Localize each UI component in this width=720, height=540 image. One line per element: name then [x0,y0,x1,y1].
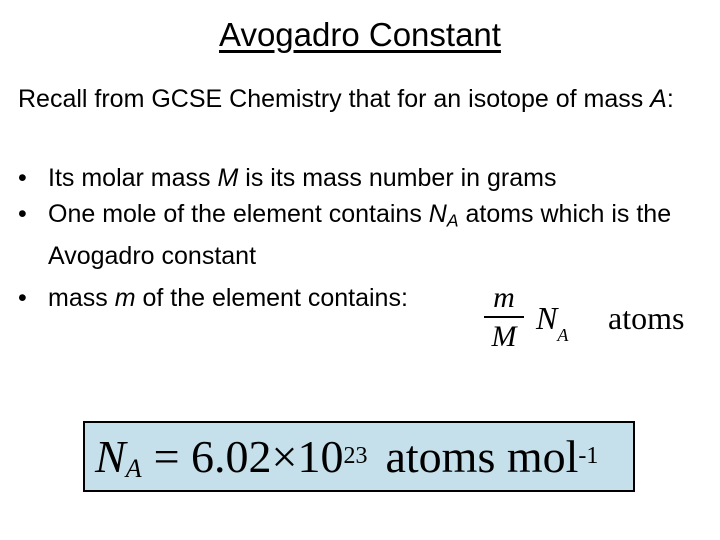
intro-body: Recall from GCSE Chemistry that for an isotope of mass [18,85,651,113]
bullet-mass-m [18,280,698,316]
formula-unit: atoms [608,300,685,336]
formula-na [536,300,569,345]
bullet-one-mole [18,196,698,274]
bullet-dot: • [18,200,27,228]
formula-symbol-sub: A [557,325,569,345]
b2-var: N [428,200,447,228]
avogadro-constant-box [83,421,635,492]
b1-var: M [217,164,239,192]
b2-pre: One mole of the element contains [48,200,429,228]
bullet-dot: • [18,284,27,313]
constant-symbol-sub: A [125,453,142,483]
b1-pre: Its molar mass [48,164,218,192]
constant-unit-exponent: -1 [578,443,599,469]
slide-title: Avogadro Constant [219,16,501,53]
intro-text [18,80,698,118]
intro-var: A [650,85,667,113]
b3-pre: mass [48,284,115,313]
constant-symbol: N [95,431,126,482]
constant-unit: atoms mol [385,431,579,482]
b3-post: of the element contains: [135,284,408,313]
formula-symbol: N [536,300,558,336]
fraction-numerator: m [493,281,515,314]
fraction-m-over-M [484,282,524,354]
fraction-bar [484,316,524,318]
constant-exponent: 23 [343,443,368,469]
b3-var: m [114,284,136,313]
bullet-molar-mass [18,160,698,196]
bullet-dot: • [18,164,27,192]
constant-value: = 6.02×10 [153,431,344,482]
b1-post: is its mass number in grams [238,164,557,192]
b2-post: atoms which is the Avogadro constant [48,200,672,271]
b2-sub: A [446,210,459,231]
intro-suffix: : [666,85,674,113]
fraction-denominator: M [491,320,517,353]
bullet-list [18,160,698,316]
